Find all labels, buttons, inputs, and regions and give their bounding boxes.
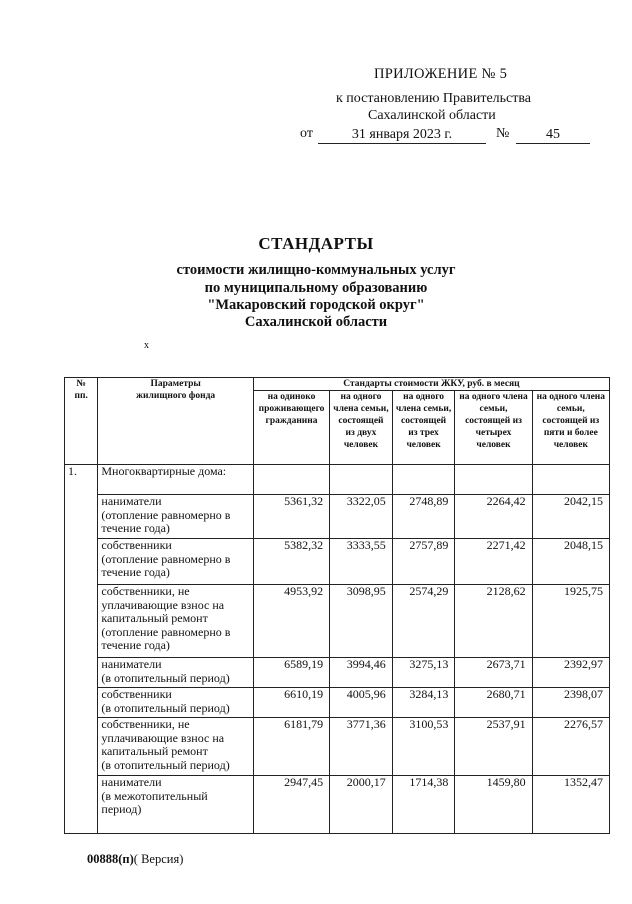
table-row (65, 718, 610, 776)
row-label: собственники (в отопительный период) (98, 688, 254, 718)
row-value: 2271,42 (455, 539, 532, 585)
row-value: 3098,95 (330, 585, 393, 658)
section-row (65, 465, 610, 495)
row-value: 6610,19 (253, 688, 329, 718)
code-version: ( Версия) (133, 852, 184, 866)
number-label: № (496, 126, 510, 141)
row-label: собственники, не уплачивающие взнос на капитальный ремонт (отопление равномерно в течение года) (98, 585, 254, 658)
row-value: 2680,71 (455, 688, 532, 718)
section-num: 1. (65, 465, 98, 834)
header-col-four: на одного члена семьи, состоящей из четырех человек (455, 391, 532, 465)
row-label: наниматели (в межотопительный период) (98, 776, 254, 834)
row-value: 3994,46 (330, 658, 393, 688)
row-value: 2128,62 (455, 585, 532, 658)
section-label: Многоквартирные дома: (98, 465, 254, 495)
header-num: № пп. (65, 378, 98, 465)
row-value: 3333,55 (330, 539, 393, 585)
header-col-three: на одного члена семьи, состоящей из трех человек (392, 391, 455, 465)
standards-table (64, 377, 610, 834)
decree-date-row (300, 126, 600, 146)
row-value: 2748,89 (392, 495, 455, 539)
row-value: 3771,36 (330, 718, 393, 776)
row-value: 2042,15 (532, 495, 609, 539)
row-value: 2673,71 (455, 658, 532, 688)
row-value: 1714,38 (392, 776, 455, 834)
table-row (65, 688, 610, 718)
code-number: 00888(п) (87, 852, 134, 866)
document-title: СТАНДАРТЫ (258, 234, 374, 253)
row-value: 2757,89 (392, 539, 455, 585)
row-value: 1352,47 (532, 776, 609, 834)
row-value: 5382,32 (253, 539, 329, 585)
decree-number: 45 (516, 126, 590, 144)
table-row (65, 658, 610, 688)
row-value: 2947,45 (253, 776, 329, 834)
row-value: 3275,13 (392, 658, 455, 688)
row-value: 2048,15 (532, 539, 609, 585)
table-row (65, 585, 610, 658)
subtitle-line: "Макаровский городской округ" (207, 297, 425, 313)
row-value: 2000,17 (330, 776, 393, 834)
row-value: 2398,07 (532, 688, 609, 718)
row-label: собственники (отопление равномерно в течение года) (98, 539, 254, 585)
row-label: наниматели (в отопительный период) (98, 658, 254, 688)
row-value: 2264,42 (455, 495, 532, 539)
row-value: 6181,79 (253, 718, 329, 776)
row-value: 2537,91 (455, 718, 532, 776)
row-value: 6589,19 (253, 658, 329, 688)
row-label: наниматели (отопление равномерно в течение года) (98, 495, 254, 539)
row-value: 5361,32 (253, 495, 329, 539)
row-value: 3284,13 (392, 688, 455, 718)
header-params: Параметры жилищного фонда (98, 378, 254, 465)
row-value: 4005,96 (330, 688, 393, 718)
header-col-single: на одиноко проживающего гражданина (253, 391, 329, 465)
row-value: 2276,57 (532, 718, 609, 776)
row-value: 4953,92 (253, 585, 329, 658)
table-row (65, 539, 610, 585)
decree-date: 31 января 2023 г. (318, 126, 486, 144)
document-code (87, 852, 183, 867)
row-value: 1925,75 (532, 585, 609, 658)
decree-region: Сахалинской области (368, 108, 496, 123)
row-value: 3100,53 (392, 718, 455, 776)
row-value: 2574,29 (392, 585, 455, 658)
row-value: 1459,80 (455, 776, 532, 834)
table-row (65, 776, 610, 834)
row-value: 3322,05 (330, 495, 393, 539)
table-row (65, 495, 610, 539)
subtitle-line: стоимости жилищно-коммунальных услуг (176, 262, 456, 278)
subtitle-line: по муниципальному образованию (204, 280, 428, 296)
row-label: собственники, не уплачивающие взнос на капитальный ремонт (в отопительный период) (98, 718, 254, 776)
row-value: 2392,97 (532, 658, 609, 688)
from-label: от (300, 126, 313, 141)
subtitle-line: Сахалинской области (244, 314, 388, 330)
header-col-two: на одного члена семьи, состоящей из двух человек (330, 391, 393, 465)
scan-mark: x (144, 340, 149, 351)
header-group: Стандарты стоимости ЖКУ, руб. в месяц (253, 378, 609, 391)
header-col-five-plus: на одного члена семьи, состоящей из пяти и более человек (532, 391, 609, 465)
appendix-title: ПРИЛОЖЕНИЕ № 5 (374, 66, 508, 82)
decree-reference: к постановлению Правительства (336, 91, 532, 106)
